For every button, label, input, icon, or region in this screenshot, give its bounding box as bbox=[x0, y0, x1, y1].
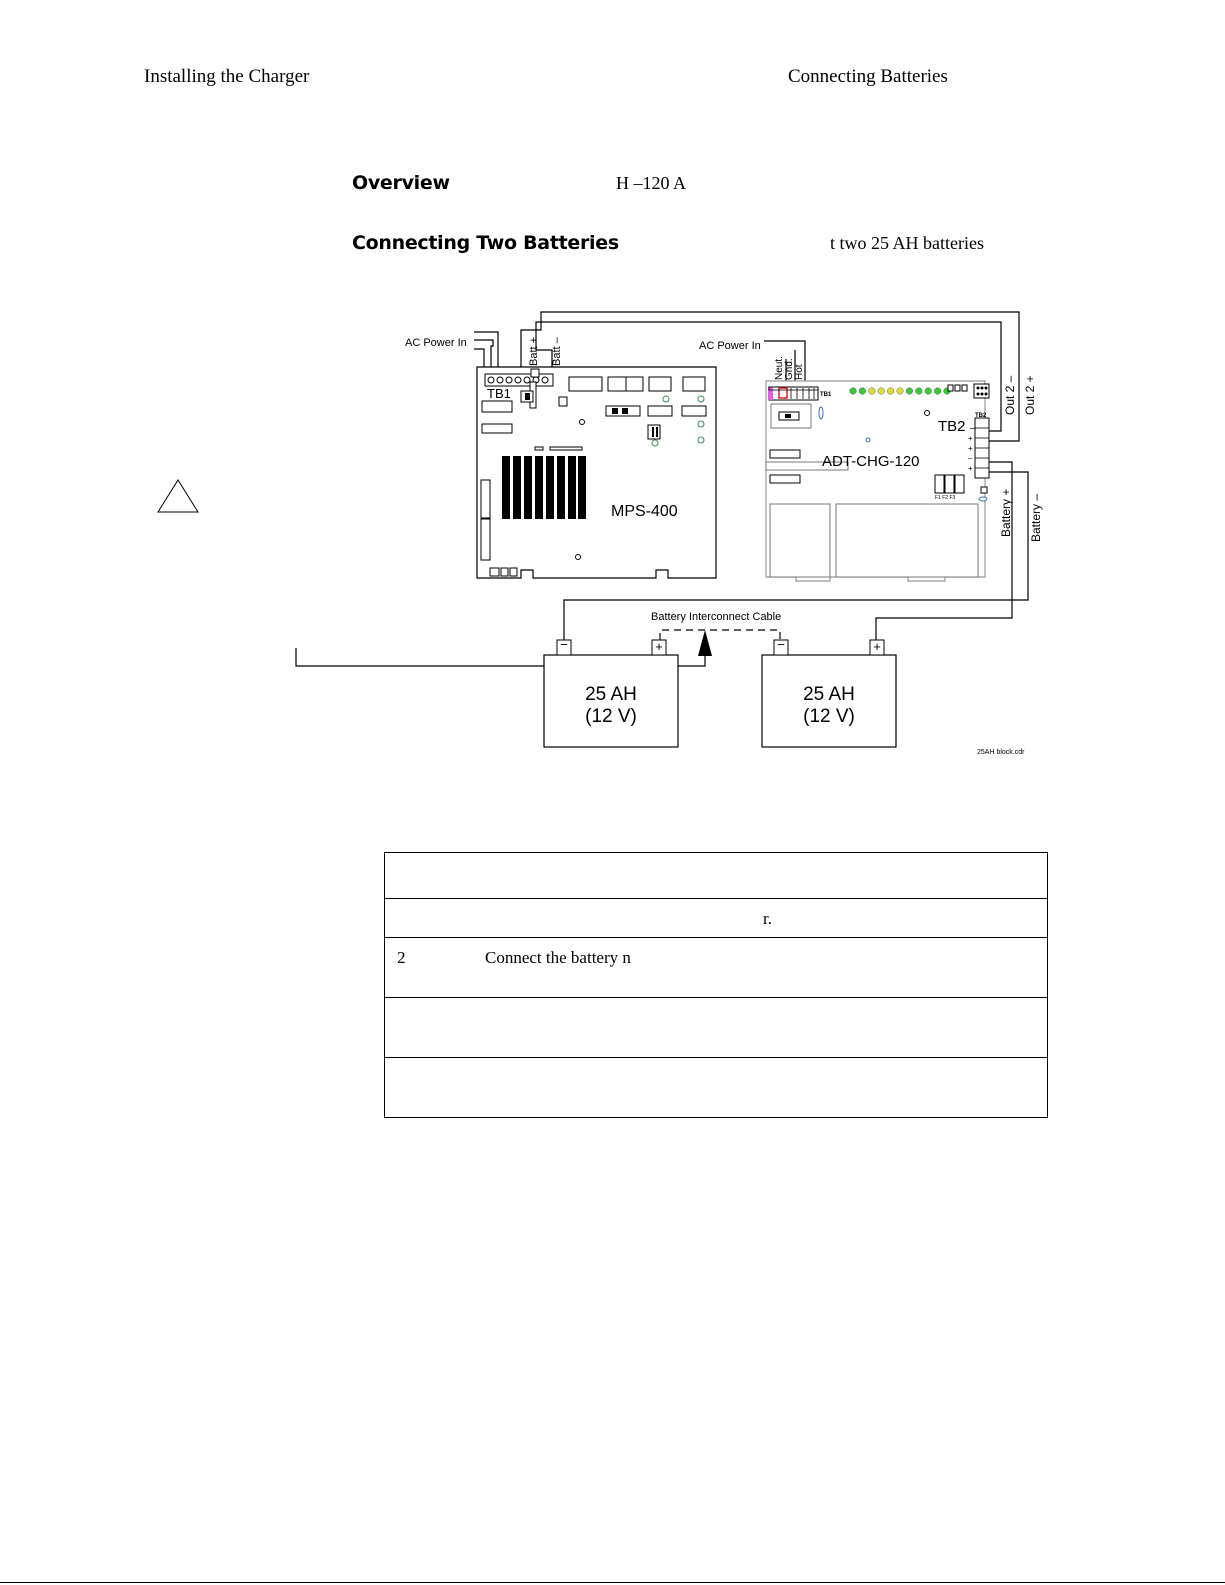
ac-power-in-left-label: AC Power In bbox=[405, 337, 467, 349]
led-indicator bbox=[925, 388, 932, 395]
overview-title: Overview bbox=[352, 172, 450, 194]
step-2-text: Connect the battery n bbox=[473, 938, 1048, 998]
header-section: Connecting Batteries bbox=[788, 66, 948, 87]
hot-label: Hot bbox=[794, 364, 805, 380]
battery-1-capacity: 25 AH bbox=[585, 684, 637, 705]
tb2-label: TB2 bbox=[938, 418, 966, 435]
adt-chg-120-board bbox=[766, 381, 989, 581]
ac-power-in-right-label: AC Power In bbox=[699, 340, 761, 352]
step-2-number: 2 bbox=[385, 938, 474, 998]
adt-chg-120-label: ADT-CHG-120 bbox=[822, 453, 920, 470]
led-indicator bbox=[887, 388, 894, 395]
svg-text:+: + bbox=[968, 444, 973, 453]
battery-minus-label: Battery – bbox=[1029, 493, 1043, 542]
fuse-labels: F1 F2 F3 bbox=[935, 495, 956, 501]
led-indicator bbox=[859, 388, 866, 395]
battery-1-minus-sign: − bbox=[560, 637, 568, 652]
table-row bbox=[385, 938, 1048, 998]
page-bottom-rule bbox=[0, 1582, 1225, 1583]
led-row bbox=[850, 388, 951, 395]
overview-text: H –120 A bbox=[616, 173, 687, 193]
led-indicator bbox=[878, 388, 885, 395]
battery-1-voltage: (12 V) bbox=[585, 706, 637, 727]
led-indicator bbox=[897, 388, 904, 395]
battery-2-voltage: (12 V) bbox=[803, 706, 855, 727]
table-header-row bbox=[385, 853, 1048, 899]
battery-2-plus-sign: + bbox=[873, 639, 881, 654]
battery-plus-label: Battery + bbox=[999, 488, 1013, 537]
svg-text:–: – bbox=[970, 423, 976, 434]
batt-minus-label: Batt – bbox=[551, 337, 563, 366]
tb1-small-label: TB1 bbox=[820, 392, 832, 398]
svg-text:+: + bbox=[968, 464, 973, 473]
led-indicator bbox=[916, 388, 923, 395]
interconnect-label: Battery Interconnect Cable bbox=[651, 611, 782, 623]
table-row bbox=[385, 998, 1048, 1058]
header-chapter: Installing the Charger bbox=[144, 66, 310, 87]
tb2-small-label: TB2 bbox=[975, 413, 987, 419]
svg-text:–: – bbox=[968, 454, 973, 463]
table-row bbox=[385, 899, 1048, 938]
connecting-text: t two 25 AH batteries bbox=[830, 233, 984, 253]
led-indicator bbox=[906, 388, 913, 395]
mps-400-label: MPS-400 bbox=[611, 503, 678, 520]
neut-label: Neut. bbox=[774, 356, 785, 380]
interconnect-cable bbox=[660, 630, 780, 640]
out2-minus-label: Out 2 – bbox=[1003, 375, 1017, 415]
connecting-title: Connecting Two Batteries bbox=[352, 232, 619, 254]
battery-1-plus-sign: + bbox=[655, 639, 663, 654]
led-indicator bbox=[934, 388, 941, 395]
table-row bbox=[385, 1058, 1048, 1118]
mps-400-board bbox=[477, 367, 716, 578]
svg-text:+: + bbox=[968, 434, 973, 443]
out2-plus-label: Out 2 + bbox=[1023, 375, 1037, 415]
battery-2-minus-sign: − bbox=[777, 637, 785, 652]
steps-table bbox=[384, 852, 1048, 1118]
gnd-label: Gnd. bbox=[784, 358, 795, 380]
tb1-label: TB1 bbox=[487, 386, 511, 401]
battery-2-capacity: 25 AH bbox=[803, 684, 855, 705]
step-1-text: r. bbox=[473, 899, 1048, 938]
led-indicator bbox=[850, 388, 857, 395]
led-indicator bbox=[869, 388, 876, 395]
batt-plus-label: Batt + bbox=[528, 336, 540, 366]
file-label: 25AH block.cdr bbox=[977, 749, 1025, 756]
